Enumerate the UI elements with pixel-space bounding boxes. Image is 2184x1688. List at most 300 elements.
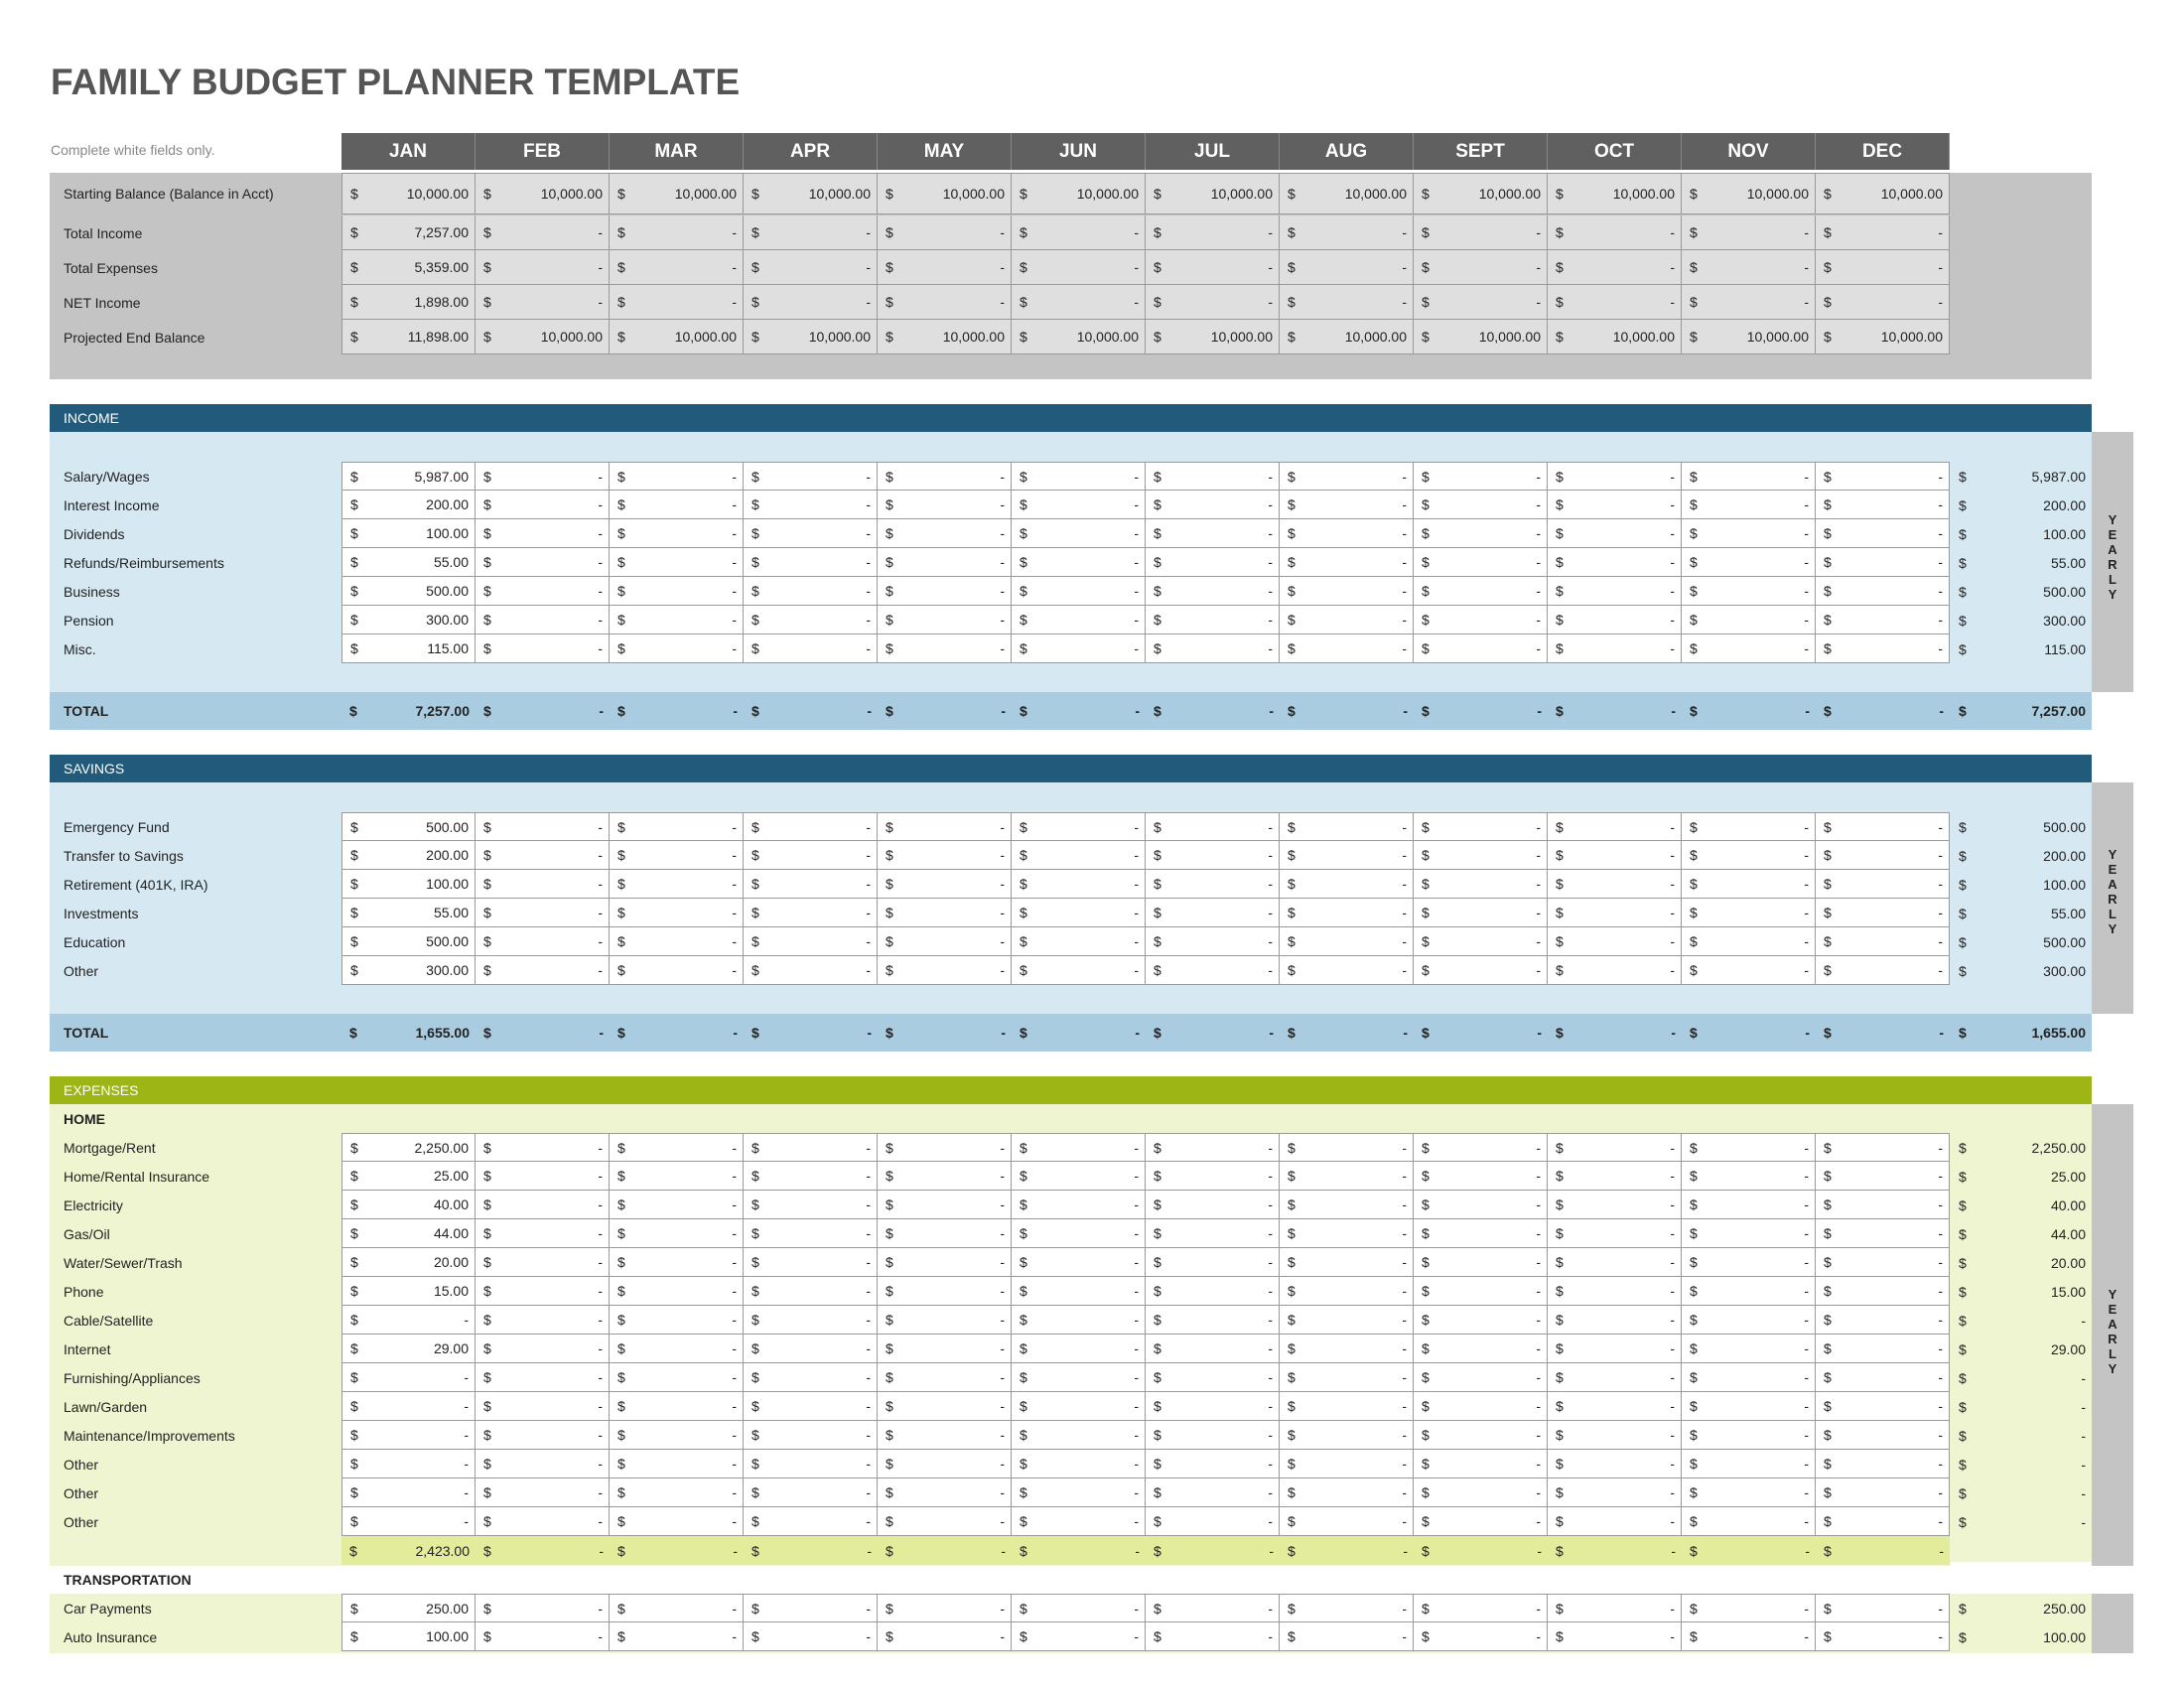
- home-input-nov[interactable]: [1682, 1335, 1816, 1363]
- home-input-dec[interactable]: [1816, 1392, 1950, 1421]
- home-input-jan[interactable]: [341, 1335, 476, 1363]
- income-input-jun[interactable]: [1012, 577, 1146, 606]
- savings-input-apr[interactable]: [744, 927, 878, 956]
- home-input-nov[interactable]: [1682, 1219, 1816, 1248]
- home-input-dec[interactable]: [1816, 1306, 1950, 1335]
- home-input-jan[interactable]: [341, 1162, 476, 1191]
- savings-input-sept[interactable]: [1414, 899, 1548, 927]
- home-input-sept[interactable]: [1414, 1392, 1548, 1421]
- income-input-jan[interactable]: [341, 606, 476, 634]
- income-input-nov[interactable]: [1682, 491, 1816, 519]
- savings-input-mar[interactable]: [610, 841, 744, 870]
- home-input-sept[interactable]: [1414, 1335, 1548, 1363]
- income-input-nov[interactable]: [1682, 548, 1816, 577]
- home-input-feb[interactable]: [476, 1478, 610, 1507]
- home-input-oct[interactable]: [1548, 1450, 1682, 1478]
- home-input-dec[interactable]: [1816, 1421, 1950, 1450]
- income-input-oct[interactable]: [1548, 634, 1682, 663]
- home-input-apr[interactable]: [744, 1363, 878, 1392]
- home-input-jun[interactable]: [1012, 1248, 1146, 1277]
- income-input-mar[interactable]: [610, 462, 744, 491]
- home-input-mar[interactable]: [610, 1335, 744, 1363]
- transportation-input-sept[interactable]: [1414, 1622, 1548, 1651]
- home-input-dec[interactable]: [1816, 1478, 1950, 1507]
- savings-input-nov[interactable]: [1682, 841, 1816, 870]
- income-input-feb[interactable]: [476, 519, 610, 548]
- home-input-jun[interactable]: [1012, 1277, 1146, 1306]
- home-input-sept[interactable]: [1414, 1219, 1548, 1248]
- home-input-aug[interactable]: [1280, 1191, 1414, 1219]
- home-input-jun[interactable]: [1012, 1363, 1146, 1392]
- savings-input-aug[interactable]: [1280, 812, 1414, 841]
- income-input-sept[interactable]: [1414, 606, 1548, 634]
- home-input-may[interactable]: [878, 1306, 1012, 1335]
- home-input-nov[interactable]: [1682, 1162, 1816, 1191]
- savings-input-oct[interactable]: [1548, 927, 1682, 956]
- home-input-aug[interactable]: [1280, 1248, 1414, 1277]
- home-input-jul[interactable]: [1146, 1133, 1280, 1162]
- home-input-may[interactable]: [878, 1191, 1012, 1219]
- home-input-mar[interactable]: [610, 1162, 744, 1191]
- savings-input-jun[interactable]: [1012, 812, 1146, 841]
- home-input-feb[interactable]: [476, 1219, 610, 1248]
- income-input-feb[interactable]: [476, 634, 610, 663]
- savings-input-apr[interactable]: [744, 956, 878, 985]
- income-input-feb[interactable]: [476, 548, 610, 577]
- income-input-feb[interactable]: [476, 462, 610, 491]
- home-input-mar[interactable]: [610, 1507, 744, 1536]
- transportation-input-apr[interactable]: [744, 1622, 878, 1651]
- home-input-sept[interactable]: [1414, 1450, 1548, 1478]
- transportation-input-mar[interactable]: [610, 1594, 744, 1622]
- home-input-may[interactable]: [878, 1363, 1012, 1392]
- income-input-jun[interactable]: [1012, 462, 1146, 491]
- income-input-may[interactable]: [878, 634, 1012, 663]
- home-input-oct[interactable]: [1548, 1392, 1682, 1421]
- savings-input-sept[interactable]: [1414, 841, 1548, 870]
- home-input-oct[interactable]: [1548, 1133, 1682, 1162]
- home-input-aug[interactable]: [1280, 1162, 1414, 1191]
- savings-input-jul[interactable]: [1146, 812, 1280, 841]
- home-input-jul[interactable]: [1146, 1363, 1280, 1392]
- savings-input-jun[interactable]: [1012, 841, 1146, 870]
- savings-input-nov[interactable]: [1682, 899, 1816, 927]
- income-input-aug[interactable]: [1280, 519, 1414, 548]
- income-input-may[interactable]: [878, 548, 1012, 577]
- home-input-jun[interactable]: [1012, 1306, 1146, 1335]
- savings-input-jun[interactable]: [1012, 870, 1146, 899]
- home-input-jan[interactable]: [341, 1191, 476, 1219]
- home-input-jul[interactable]: [1146, 1335, 1280, 1363]
- transportation-input-jun[interactable]: [1012, 1594, 1146, 1622]
- income-input-jan[interactable]: [341, 491, 476, 519]
- home-input-may[interactable]: [878, 1450, 1012, 1478]
- home-input-jul[interactable]: [1146, 1450, 1280, 1478]
- home-input-mar[interactable]: [610, 1248, 744, 1277]
- home-input-feb[interactable]: [476, 1392, 610, 1421]
- savings-input-jun[interactable]: [1012, 927, 1146, 956]
- home-input-apr[interactable]: [744, 1478, 878, 1507]
- savings-input-oct[interactable]: [1548, 841, 1682, 870]
- home-input-may[interactable]: [878, 1277, 1012, 1306]
- home-input-feb[interactable]: [476, 1191, 610, 1219]
- transportation-input-may[interactable]: [878, 1594, 1012, 1622]
- home-input-nov[interactable]: [1682, 1277, 1816, 1306]
- home-input-jan[interactable]: [341, 1507, 476, 1536]
- savings-input-feb[interactable]: [476, 841, 610, 870]
- savings-input-sept[interactable]: [1414, 956, 1548, 985]
- savings-input-aug[interactable]: [1280, 870, 1414, 899]
- home-input-mar[interactable]: [610, 1392, 744, 1421]
- home-input-aug[interactable]: [1280, 1306, 1414, 1335]
- savings-input-jan[interactable]: [341, 870, 476, 899]
- home-input-apr[interactable]: [744, 1335, 878, 1363]
- income-input-sept[interactable]: [1414, 462, 1548, 491]
- savings-input-apr[interactable]: [744, 899, 878, 927]
- home-input-aug[interactable]: [1280, 1133, 1414, 1162]
- transportation-input-nov[interactable]: [1682, 1594, 1816, 1622]
- transportation-input-oct[interactable]: [1548, 1594, 1682, 1622]
- savings-input-jan[interactable]: [341, 812, 476, 841]
- savings-input-jul[interactable]: [1146, 899, 1280, 927]
- income-input-jul[interactable]: [1146, 519, 1280, 548]
- home-input-jun[interactable]: [1012, 1478, 1146, 1507]
- home-input-dec[interactable]: [1816, 1191, 1950, 1219]
- savings-input-aug[interactable]: [1280, 927, 1414, 956]
- home-input-dec[interactable]: [1816, 1133, 1950, 1162]
- savings-input-apr[interactable]: [744, 841, 878, 870]
- savings-input-jun[interactable]: [1012, 956, 1146, 985]
- income-input-jul[interactable]: [1146, 577, 1280, 606]
- savings-input-sept[interactable]: [1414, 812, 1548, 841]
- savings-input-jul[interactable]: [1146, 927, 1280, 956]
- home-input-apr[interactable]: [744, 1392, 878, 1421]
- home-input-feb[interactable]: [476, 1133, 610, 1162]
- income-input-jan[interactable]: [341, 548, 476, 577]
- savings-input-feb[interactable]: [476, 956, 610, 985]
- savings-input-may[interactable]: [878, 812, 1012, 841]
- home-input-apr[interactable]: [744, 1450, 878, 1478]
- home-input-jul[interactable]: [1146, 1392, 1280, 1421]
- savings-input-mar[interactable]: [610, 870, 744, 899]
- home-input-sept[interactable]: [1414, 1248, 1548, 1277]
- income-input-sept[interactable]: [1414, 548, 1548, 577]
- income-input-mar[interactable]: [610, 577, 744, 606]
- home-input-oct[interactable]: [1548, 1478, 1682, 1507]
- home-input-oct[interactable]: [1548, 1335, 1682, 1363]
- home-input-may[interactable]: [878, 1392, 1012, 1421]
- savings-input-may[interactable]: [878, 899, 1012, 927]
- savings-input-feb[interactable]: [476, 870, 610, 899]
- transportation-input-dec[interactable]: [1816, 1594, 1950, 1622]
- income-input-jul[interactable]: [1146, 491, 1280, 519]
- income-input-oct[interactable]: [1548, 462, 1682, 491]
- income-input-apr[interactable]: [744, 491, 878, 519]
- home-input-nov[interactable]: [1682, 1306, 1816, 1335]
- income-input-may[interactable]: [878, 491, 1012, 519]
- home-input-mar[interactable]: [610, 1478, 744, 1507]
- home-input-jun[interactable]: [1012, 1219, 1146, 1248]
- income-input-dec[interactable]: [1816, 577, 1950, 606]
- home-input-mar[interactable]: [610, 1219, 744, 1248]
- home-input-sept[interactable]: [1414, 1363, 1548, 1392]
- income-input-nov[interactable]: [1682, 462, 1816, 491]
- home-input-dec[interactable]: [1816, 1162, 1950, 1191]
- transportation-input-may[interactable]: [878, 1622, 1012, 1651]
- savings-input-sept[interactable]: [1414, 927, 1548, 956]
- income-input-jan[interactable]: [341, 519, 476, 548]
- income-input-apr[interactable]: [744, 519, 878, 548]
- home-input-jul[interactable]: [1146, 1306, 1280, 1335]
- savings-input-jan[interactable]: [341, 927, 476, 956]
- home-input-jul[interactable]: [1146, 1248, 1280, 1277]
- income-input-jun[interactable]: [1012, 519, 1146, 548]
- savings-input-dec[interactable]: [1816, 899, 1950, 927]
- home-input-jun[interactable]: [1012, 1191, 1146, 1219]
- home-input-jul[interactable]: [1146, 1507, 1280, 1536]
- income-input-may[interactable]: [878, 462, 1012, 491]
- home-input-feb[interactable]: [476, 1248, 610, 1277]
- home-input-apr[interactable]: [744, 1191, 878, 1219]
- savings-input-may[interactable]: [878, 870, 1012, 899]
- savings-input-mar[interactable]: [610, 812, 744, 841]
- savings-input-oct[interactable]: [1548, 899, 1682, 927]
- home-input-mar[interactable]: [610, 1421, 744, 1450]
- income-input-mar[interactable]: [610, 491, 744, 519]
- home-input-sept[interactable]: [1414, 1306, 1548, 1335]
- home-input-jul[interactable]: [1146, 1191, 1280, 1219]
- transportation-input-feb[interactable]: [476, 1594, 610, 1622]
- income-input-jul[interactable]: [1146, 634, 1280, 663]
- savings-input-jul[interactable]: [1146, 841, 1280, 870]
- home-input-oct[interactable]: [1548, 1277, 1682, 1306]
- savings-input-jan[interactable]: [341, 956, 476, 985]
- home-input-aug[interactable]: [1280, 1392, 1414, 1421]
- home-input-may[interactable]: [878, 1335, 1012, 1363]
- income-input-oct[interactable]: [1548, 491, 1682, 519]
- transportation-input-apr[interactable]: [744, 1594, 878, 1622]
- home-input-dec[interactable]: [1816, 1277, 1950, 1306]
- savings-input-feb[interactable]: [476, 812, 610, 841]
- income-input-aug[interactable]: [1280, 634, 1414, 663]
- home-input-dec[interactable]: [1816, 1450, 1950, 1478]
- home-input-feb[interactable]: [476, 1335, 610, 1363]
- income-input-sept[interactable]: [1414, 634, 1548, 663]
- home-input-jan[interactable]: [341, 1450, 476, 1478]
- home-input-aug[interactable]: [1280, 1219, 1414, 1248]
- home-input-nov[interactable]: [1682, 1248, 1816, 1277]
- income-input-mar[interactable]: [610, 634, 744, 663]
- home-input-feb[interactable]: [476, 1507, 610, 1536]
- home-input-sept[interactable]: [1414, 1478, 1548, 1507]
- savings-input-nov[interactable]: [1682, 812, 1816, 841]
- income-input-apr[interactable]: [744, 634, 878, 663]
- savings-input-oct[interactable]: [1548, 870, 1682, 899]
- savings-input-dec[interactable]: [1816, 841, 1950, 870]
- income-input-dec[interactable]: [1816, 606, 1950, 634]
- home-input-mar[interactable]: [610, 1277, 744, 1306]
- home-input-mar[interactable]: [610, 1191, 744, 1219]
- transportation-input-jan[interactable]: [341, 1622, 476, 1651]
- income-input-mar[interactable]: [610, 606, 744, 634]
- transportation-input-dec[interactable]: [1816, 1622, 1950, 1651]
- income-input-aug[interactable]: [1280, 491, 1414, 519]
- income-input-dec[interactable]: [1816, 491, 1950, 519]
- home-input-jan[interactable]: [341, 1248, 476, 1277]
- home-input-sept[interactable]: [1414, 1421, 1548, 1450]
- transportation-input-jul[interactable]: [1146, 1622, 1280, 1651]
- home-input-nov[interactable]: [1682, 1421, 1816, 1450]
- home-input-aug[interactable]: [1280, 1363, 1414, 1392]
- income-input-aug[interactable]: [1280, 548, 1414, 577]
- home-input-dec[interactable]: [1816, 1335, 1950, 1363]
- home-input-jul[interactable]: [1146, 1478, 1280, 1507]
- transportation-input-mar[interactable]: [610, 1622, 744, 1651]
- home-input-apr[interactable]: [744, 1248, 878, 1277]
- home-input-oct[interactable]: [1548, 1162, 1682, 1191]
- savings-input-may[interactable]: [878, 841, 1012, 870]
- savings-input-nov[interactable]: [1682, 870, 1816, 899]
- transportation-input-jan[interactable]: [341, 1594, 476, 1622]
- income-input-oct[interactable]: [1548, 548, 1682, 577]
- home-input-aug[interactable]: [1280, 1478, 1414, 1507]
- home-input-aug[interactable]: [1280, 1421, 1414, 1450]
- home-input-jul[interactable]: [1146, 1277, 1280, 1306]
- savings-input-dec[interactable]: [1816, 870, 1950, 899]
- income-input-feb[interactable]: [476, 577, 610, 606]
- savings-input-oct[interactable]: [1548, 812, 1682, 841]
- home-input-mar[interactable]: [610, 1363, 744, 1392]
- home-input-sept[interactable]: [1414, 1162, 1548, 1191]
- home-input-sept[interactable]: [1414, 1191, 1548, 1219]
- home-input-jun[interactable]: [1012, 1335, 1146, 1363]
- income-input-nov[interactable]: [1682, 634, 1816, 663]
- home-input-apr[interactable]: [744, 1421, 878, 1450]
- income-input-sept[interactable]: [1414, 577, 1548, 606]
- home-input-may[interactable]: [878, 1421, 1012, 1450]
- home-input-jun[interactable]: [1012, 1133, 1146, 1162]
- savings-input-dec[interactable]: [1816, 927, 1950, 956]
- home-input-feb[interactable]: [476, 1306, 610, 1335]
- home-input-aug[interactable]: [1280, 1277, 1414, 1306]
- transportation-input-aug[interactable]: [1280, 1622, 1414, 1651]
- income-input-feb[interactable]: [476, 491, 610, 519]
- home-input-nov[interactable]: [1682, 1392, 1816, 1421]
- savings-input-dec[interactable]: [1816, 956, 1950, 985]
- income-input-sept[interactable]: [1414, 491, 1548, 519]
- home-input-mar[interactable]: [610, 1306, 744, 1335]
- home-input-apr[interactable]: [744, 1306, 878, 1335]
- home-input-jul[interactable]: [1146, 1162, 1280, 1191]
- savings-input-mar[interactable]: [610, 927, 744, 956]
- transportation-input-nov[interactable]: [1682, 1622, 1816, 1651]
- home-input-jan[interactable]: [341, 1478, 476, 1507]
- home-input-nov[interactable]: [1682, 1507, 1816, 1536]
- home-input-nov[interactable]: [1682, 1191, 1816, 1219]
- savings-input-may[interactable]: [878, 927, 1012, 956]
- income-input-nov[interactable]: [1682, 519, 1816, 548]
- income-input-may[interactable]: [878, 577, 1012, 606]
- home-input-oct[interactable]: [1548, 1363, 1682, 1392]
- income-input-apr[interactable]: [744, 548, 878, 577]
- home-input-jul[interactable]: [1146, 1219, 1280, 1248]
- income-input-nov[interactable]: [1682, 577, 1816, 606]
- savings-input-nov[interactable]: [1682, 927, 1816, 956]
- home-input-nov[interactable]: [1682, 1363, 1816, 1392]
- home-input-jan[interactable]: [341, 1219, 476, 1248]
- home-input-apr[interactable]: [744, 1219, 878, 1248]
- income-input-apr[interactable]: [744, 606, 878, 634]
- income-input-apr[interactable]: [744, 577, 878, 606]
- savings-input-may[interactable]: [878, 956, 1012, 985]
- savings-input-apr[interactable]: [744, 812, 878, 841]
- home-input-apr[interactable]: [744, 1507, 878, 1536]
- home-input-oct[interactable]: [1548, 1248, 1682, 1277]
- savings-input-aug[interactable]: [1280, 899, 1414, 927]
- savings-input-feb[interactable]: [476, 927, 610, 956]
- home-input-oct[interactable]: [1548, 1507, 1682, 1536]
- transportation-input-sept[interactable]: [1414, 1594, 1548, 1622]
- home-input-aug[interactable]: [1280, 1450, 1414, 1478]
- income-input-jan[interactable]: [341, 634, 476, 663]
- savings-input-jan[interactable]: [341, 841, 476, 870]
- income-input-aug[interactable]: [1280, 606, 1414, 634]
- income-input-jul[interactable]: [1146, 606, 1280, 634]
- savings-input-jul[interactable]: [1146, 956, 1280, 985]
- income-input-may[interactable]: [878, 519, 1012, 548]
- transportation-input-aug[interactable]: [1280, 1594, 1414, 1622]
- transportation-input-jun[interactable]: [1012, 1622, 1146, 1651]
- income-input-oct[interactable]: [1548, 606, 1682, 634]
- home-input-jan[interactable]: [341, 1133, 476, 1162]
- home-input-dec[interactable]: [1816, 1248, 1950, 1277]
- transportation-input-feb[interactable]: [476, 1622, 610, 1651]
- income-input-dec[interactable]: [1816, 462, 1950, 491]
- savings-input-dec[interactable]: [1816, 812, 1950, 841]
- income-input-jul[interactable]: [1146, 462, 1280, 491]
- income-input-dec[interactable]: [1816, 548, 1950, 577]
- income-input-aug[interactable]: [1280, 462, 1414, 491]
- income-input-nov[interactable]: [1682, 606, 1816, 634]
- income-input-jan[interactable]: [341, 577, 476, 606]
- income-input-feb[interactable]: [476, 606, 610, 634]
- income-input-dec[interactable]: [1816, 519, 1950, 548]
- home-input-mar[interactable]: [610, 1450, 744, 1478]
- income-input-jul[interactable]: [1146, 548, 1280, 577]
- income-input-dec[interactable]: [1816, 634, 1950, 663]
- home-input-jun[interactable]: [1012, 1162, 1146, 1191]
- income-input-apr[interactable]: [744, 462, 878, 491]
- income-input-aug[interactable]: [1280, 577, 1414, 606]
- home-input-jun[interactable]: [1012, 1392, 1146, 1421]
- home-input-jan[interactable]: [341, 1277, 476, 1306]
- savings-input-oct[interactable]: [1548, 956, 1682, 985]
- home-input-sept[interactable]: [1414, 1507, 1548, 1536]
- home-input-apr[interactable]: [744, 1277, 878, 1306]
- home-input-jan[interactable]: [341, 1363, 476, 1392]
- savings-input-sept[interactable]: [1414, 870, 1548, 899]
- home-input-jan[interactable]: [341, 1392, 476, 1421]
- home-input-may[interactable]: [878, 1478, 1012, 1507]
- home-input-feb[interactable]: [476, 1363, 610, 1392]
- home-input-nov[interactable]: [1682, 1450, 1816, 1478]
- savings-input-apr[interactable]: [744, 870, 878, 899]
- savings-input-jun[interactable]: [1012, 899, 1146, 927]
- home-input-oct[interactable]: [1548, 1421, 1682, 1450]
- home-input-feb[interactable]: [476, 1277, 610, 1306]
- home-input-may[interactable]: [878, 1133, 1012, 1162]
- home-input-dec[interactable]: [1816, 1507, 1950, 1536]
